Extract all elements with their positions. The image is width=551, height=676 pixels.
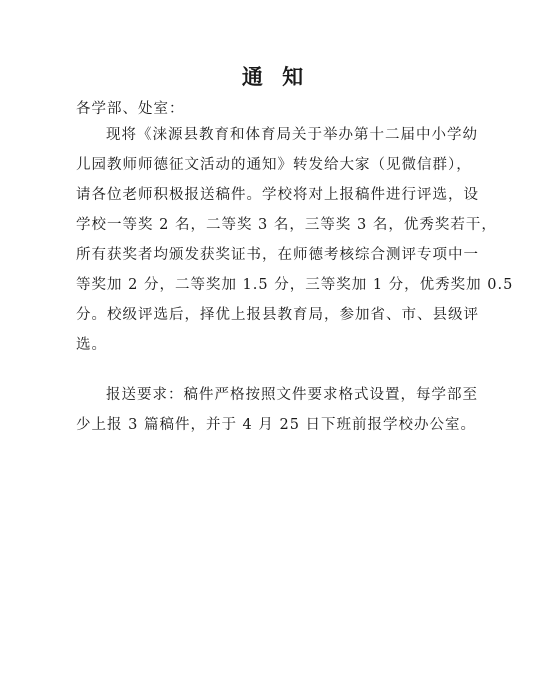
paragraph-2 [76, 380, 496, 440]
paragraph-1-line: 分。校级评选后，择优上报县教育局，参加省、市、县级评 [76, 307, 479, 323]
paragraph-1-line: 等奖加 2 分，二等奖加 1.5 分，三等奖加 1 分，优秀奖加 0.5 [76, 277, 514, 293]
paragraph-1 [76, 120, 514, 360]
notice-title: 通 知 [241, 65, 310, 89]
paragraph-1-line: 现将《涞源县教育和体育局关于举办第十二届中小学幼 [106, 127, 478, 143]
paragraph-1-line: 选。 [76, 337, 107, 353]
paragraph-1-line: 儿园教师师德征文活动的通知》转发给大家（见微信群）， [76, 157, 472, 173]
paragraph-1-line: 请各位老师积极报送稿件。学校将对上报稿件进行评选，设 [76, 187, 479, 203]
paragraph-2-line: 报送要求：稿件严格按照文件要求格式设置，每学部至 [106, 387, 478, 403]
paragraph-1-line: 学校一等奖 2 名，二等奖 3 名，三等奖 3 名，优秀奖若干， [76, 217, 497, 233]
paragraph-2-line: 少上报 3 篇稿件，并于 4 月 25 日下班前报学校办公室。 [76, 417, 477, 433]
paragraph-1-line: 所有获奖者均颁发获奖证书，在师德考核综合测评专项中一 [76, 247, 479, 263]
salutation: 各学部、处室： [76, 101, 185, 117]
